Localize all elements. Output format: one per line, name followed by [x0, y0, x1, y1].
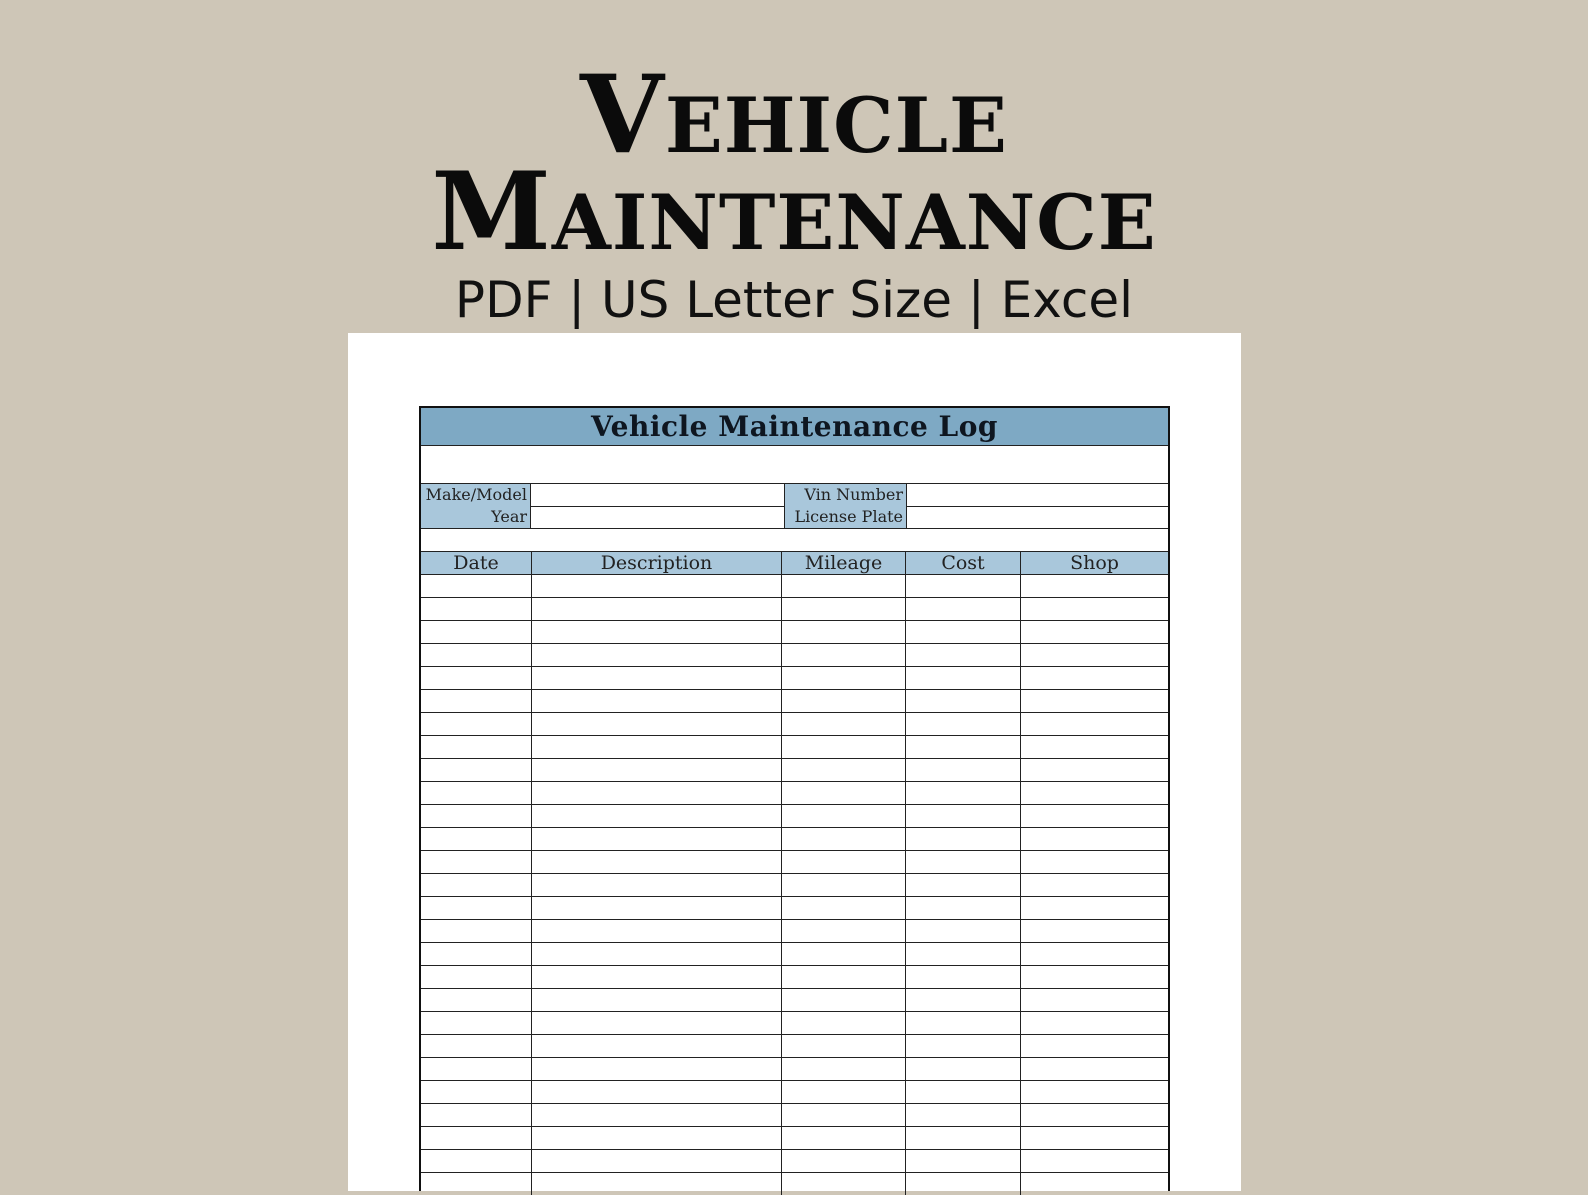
- column-header-date: Date: [421, 552, 532, 574]
- column-header-cost: Cost: [906, 552, 1021, 574]
- column-divider: [905, 575, 906, 1195]
- log-table-header: [421, 551, 1168, 575]
- year-label: Year: [421, 506, 531, 528]
- column-divider: [531, 575, 532, 1195]
- make-model-label: Make/Model: [421, 484, 531, 506]
- vin-number-label: Vin Number: [784, 484, 907, 506]
- maintenance-log-sheet: [419, 406, 1170, 1191]
- column-header-description: Description: [532, 552, 782, 574]
- log-title: Vehicle Maintenance Log: [421, 408, 1168, 446]
- license-plate-label: License Plate: [784, 506, 907, 528]
- vin-number-field[interactable]: [908, 484, 1168, 506]
- year-field[interactable]: [532, 506, 784, 528]
- column-header-mileage: Mileage: [782, 552, 906, 574]
- hero-title-line1: Vehicle: [580, 52, 1008, 178]
- info-row-make-vin: [421, 483, 1168, 507]
- hero-subtitle: PDF | US Letter Size | Excel: [454, 271, 1134, 329]
- make-model-field[interactable]: [532, 484, 784, 506]
- column-divider: [781, 575, 782, 1195]
- info-row-year-plate: [421, 506, 1168, 529]
- license-plate-field[interactable]: [908, 506, 1168, 528]
- hero-title-line2: Maintenance: [431, 149, 1157, 275]
- column-header-shop: Shop: [1070, 552, 1119, 574]
- column-divider: [1020, 575, 1021, 1195]
- log-table-rows[interactable]: [421, 575, 1168, 1195]
